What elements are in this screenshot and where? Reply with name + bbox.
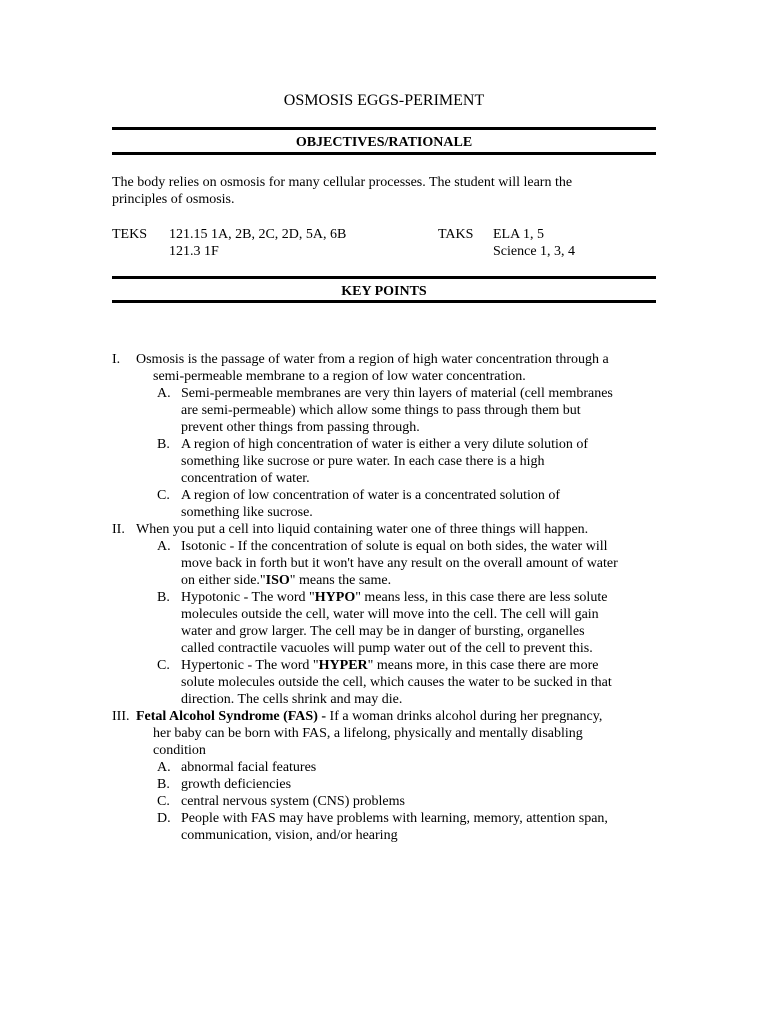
text-run: If a woman drinks alcohol during her pregnancy, bbox=[326, 709, 603, 724]
subitem-text: People with FAS may have problems with learning, memory, attention span, bbox=[181, 811, 608, 826]
subitem-text: prevent other things from passing through. bbox=[181, 420, 420, 435]
outline-number: II. bbox=[112, 522, 125, 537]
subitem-text: Semi-permeable membranes are very thin layers of material (cell membranes bbox=[181, 386, 613, 401]
subitem-text: molecules outside the cell, water will move into the cell. The cell will gain bbox=[181, 607, 599, 622]
key-points-outline bbox=[112, 351, 660, 844]
teks-value: 121.15 1A, 2B, 2C, 2D, 5A, 6B bbox=[169, 227, 347, 242]
text-run: " means the same. bbox=[289, 573, 392, 588]
teks-label: TEKS bbox=[112, 227, 147, 242]
taks-value: Science 1, 3, 4 bbox=[493, 244, 576, 259]
outline-subitem bbox=[112, 385, 660, 436]
outline-subitem bbox=[112, 759, 660, 776]
bold-term: ISO bbox=[265, 573, 290, 588]
keypoints-heading: KEY POINTS bbox=[341, 284, 427, 299]
outline-item bbox=[112, 708, 660, 759]
outline-text: When you put a cell into liquid containing water one of three things will happen. bbox=[136, 522, 589, 537]
text-run: Hypertonic - The word " bbox=[181, 658, 319, 673]
subitem-text bbox=[181, 572, 660, 589]
outline-text: condition bbox=[153, 743, 206, 758]
subitem-letter: B. bbox=[157, 777, 170, 792]
subitem-letter: B. bbox=[157, 437, 170, 452]
outline-number: III. bbox=[112, 709, 130, 724]
text-run: Hypotonic - The word " bbox=[181, 590, 315, 605]
subitem-letter: C. bbox=[157, 794, 170, 809]
subitem-letter: B. bbox=[157, 590, 170, 605]
objectives-line: The body relies on osmosis for many cellular processes. The student will learn the bbox=[112, 175, 573, 190]
subitem-letter: A. bbox=[157, 539, 171, 554]
outline-subitem bbox=[112, 810, 660, 844]
outline-text bbox=[112, 708, 660, 725]
objectives-text bbox=[112, 174, 632, 208]
outline-subitem bbox=[112, 436, 660, 487]
subitem-text: central nervous system (CNS) problems bbox=[181, 794, 405, 809]
taks-value: ELA 1, 5 bbox=[493, 227, 544, 242]
outline-subitem bbox=[112, 589, 660, 657]
subitem-text: solute molecules outside the cell, which causes the water to be sucked in that bbox=[181, 675, 612, 690]
text-run: on either side." bbox=[181, 573, 266, 588]
subitem-text: water and grow larger. The cell may be in danger of bursting, organelles bbox=[181, 624, 585, 639]
outline-text: her baby can be born with FAS, a lifelong, physically and mentally disabling bbox=[153, 726, 583, 741]
subitem-text: growth deficiencies bbox=[181, 777, 292, 792]
bottom-rule-keypoints bbox=[112, 300, 656, 303]
subitem-text: are semi-permeable) which allow some things to pass through them but bbox=[181, 403, 581, 418]
subitem-letter: A. bbox=[157, 386, 171, 401]
subitem-letter: D. bbox=[157, 811, 171, 826]
subitem-text: communication, vision, and/or hearing bbox=[181, 828, 398, 843]
objectives-line: principles of osmosis. bbox=[112, 192, 235, 207]
bold-term: Fetal Alcohol Syndrome (FAS) - bbox=[136, 709, 327, 724]
outline-number: I. bbox=[112, 352, 121, 367]
outline-subitem bbox=[112, 776, 660, 793]
outline-subitem bbox=[112, 793, 660, 810]
subitem-text: concentration of water. bbox=[181, 471, 310, 486]
taks-label: TAKS bbox=[438, 227, 474, 242]
bold-term: HYPER bbox=[318, 658, 368, 673]
outline-item bbox=[112, 351, 660, 385]
bold-term: HYPO bbox=[314, 590, 356, 605]
bottom-rule-objectives bbox=[112, 152, 656, 155]
subitem-letter: C. bbox=[157, 488, 170, 503]
subitem-text: direction. The cells shrink and may die. bbox=[181, 692, 403, 707]
subitem-text: abnormal facial features bbox=[181, 760, 317, 775]
outline-subitem bbox=[112, 487, 660, 521]
subitem-text: A region of low concentration of water is a concentrated solution of bbox=[181, 488, 561, 503]
outline-subitem bbox=[112, 657, 660, 708]
subitem-text bbox=[181, 657, 660, 674]
objectives-heading: OBJECTIVES/RATIONALE bbox=[295, 135, 473, 150]
outline-text: Osmosis is the passage of water from a region of high water concentration through a bbox=[136, 352, 609, 367]
subitem-text: called contractile vacuoles will pump water out of the cell to prevent this. bbox=[181, 641, 593, 656]
text-run: " means more, in this case there are more bbox=[367, 658, 599, 673]
outline-item bbox=[112, 521, 660, 538]
subitem-letter: C. bbox=[157, 658, 170, 673]
top-rule-objectives bbox=[112, 127, 656, 130]
document-title: OSMOSIS EGGS-PERIMENT bbox=[283, 92, 485, 109]
teks-value: 121.3 1F bbox=[169, 244, 219, 259]
subitem-text bbox=[181, 589, 660, 606]
standards-block bbox=[112, 226, 672, 266]
subitem-text: Isotonic - If the concentration of solute is equal on both sides, the water will bbox=[181, 539, 608, 554]
text-run: " means less, in this case there are less solute bbox=[355, 590, 608, 605]
subitem-text: something like sucrose. bbox=[181, 505, 313, 520]
subitem-text: move back in forth but it won't have any result on the overall amount of water bbox=[181, 556, 618, 571]
outline-text: semi-permeable membrane to a region of low water concentration. bbox=[153, 369, 526, 384]
top-rule-keypoints bbox=[112, 276, 656, 279]
subitem-text: something like sucrose or pure water. In each case there is a high bbox=[181, 454, 545, 469]
subitem-text: A region of high concentration of water is either a very dilute solution of bbox=[181, 437, 589, 452]
subitem-letter: A. bbox=[157, 760, 171, 775]
outline-subitem bbox=[112, 538, 660, 589]
